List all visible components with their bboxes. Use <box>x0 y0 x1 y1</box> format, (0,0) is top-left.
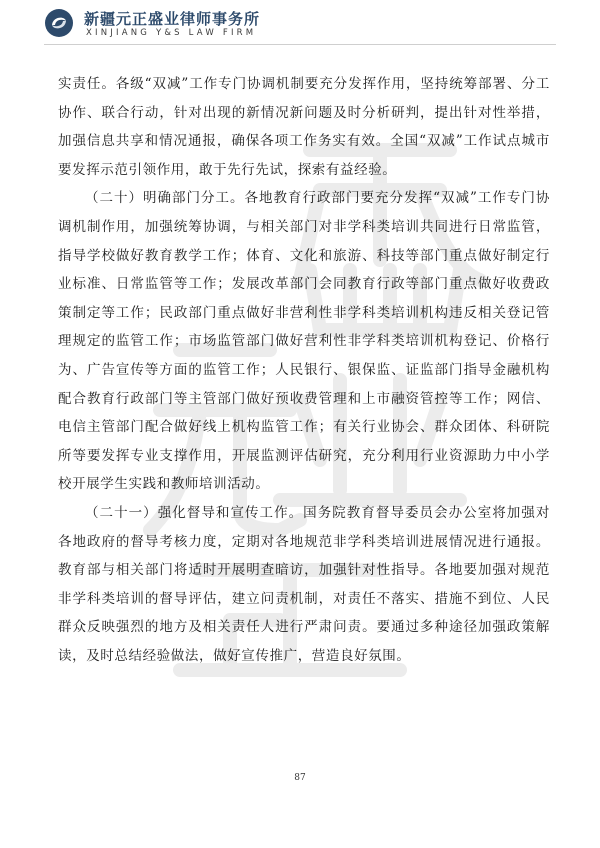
paragraph-section-21: （二十一）强化督导和宣传工作。国务院教育督导委员会办公室将加强对各地政府的督导考核力度，定期对各地规范非学科类培训进展情况进行通报。教育部与相关部门将适时开展明查暗访，加强针对性指导。各地要加强对规范非学科类培训的督导评估，建立问责机制，对责任不落实、措施不到位、人民群众反映强烈的地方及相关责任人进行严肃问责。要通过多种途径加强政策解读，及时总结经验做法，做好宣传推广，营造良好氛围。 <box>58 504 550 664</box>
letterhead <box>44 6 304 42</box>
document-body <box>58 70 550 670</box>
firm-name-chinese: 新疆元正盛业律师事务所 <box>84 10 261 28</box>
page-number: 87 <box>294 773 306 783</box>
paragraph-continuation: 实责任。各级“双减”工作专门协调机制要充分发挥作用，坚持统筹部署、分工协作、联合行动，针对出现的新情况新问题及时分析研判，提出针对性举措，加强信息共享和情况通报，确保各项工作务实有效。全国“双减”工作试点城市要发挥示范引领作用，敢于先行先试，探索有益经验。 <box>58 76 550 178</box>
header-divider <box>44 44 556 45</box>
firm-name-english: XINJIANG Y&S LAW FIRM <box>86 28 257 38</box>
swirl-logo-icon <box>44 8 74 38</box>
paragraph-section-20: （二十）明确部门分工。各地教育行政部门要充分发挥“双减”工作专门协调机制作用，加强统筹协调，与相关部门对非学科类培训共同进行日常监管，指导学校做好教育教学工作；体育、文化和旅游、科技等部门重点做好制定行业标准、日常监管等工作；发展改革部门会同教育行政等部门重点做好收费政策制定等工作；民政部门重点做好非营利性非学科类培训机构违反相关登记管理规定的监管工作；市场监管部门做好营利性非学科类培训机构登记、价格行为、广告宣传等方面的监管工作；人民银行、银保监、证监部门指导金融机构配合教育行政部门等主管部门做好预收费管理和上市融资管控等工作；网信、电信主管部门配合做好线上机构监管工作；有关行业协会、群众团体、科研院所等要发挥专业支撑作用，开展监测评估研究，充分利用行业资源助力中小学校开展学生实践和教师培训活动。 <box>58 190 550 493</box>
